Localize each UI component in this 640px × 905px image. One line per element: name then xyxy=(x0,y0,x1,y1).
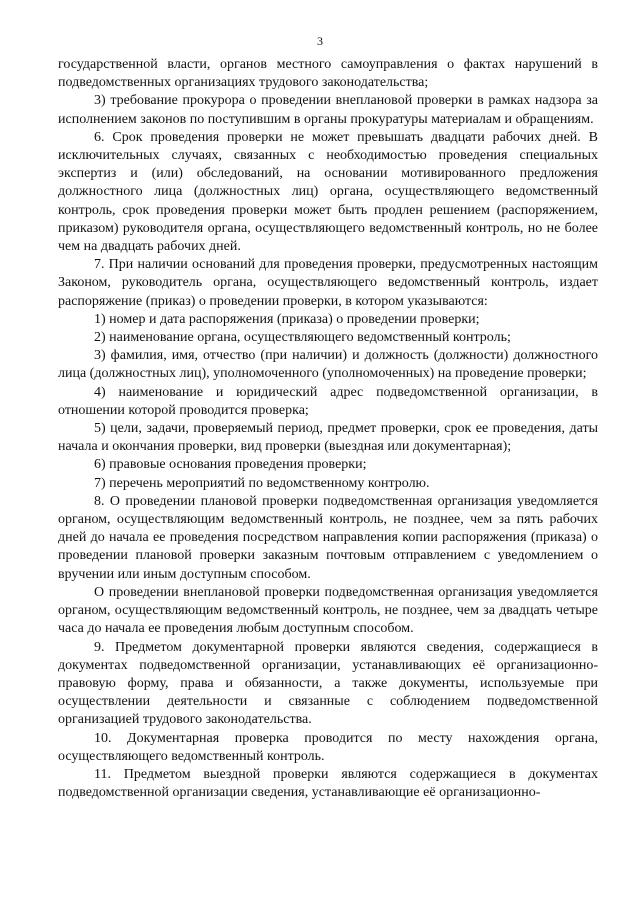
paragraph: О проведении внеплановой проверки подведомственная организация уведомляется органом, осуществляющим ведомственный контроль, не позднее, чем за двадцать четыре часа до начала ее проведения любым доступным способом. xyxy=(58,584,598,637)
list-item: 2) наименование органа, осуществляющего ведомственный контроль; xyxy=(94,330,511,346)
list-item: 4) наименование и юридический адрес подведомственной организации, в отношении которой проводится проверка; xyxy=(58,384,598,418)
page-number: 3 xyxy=(317,34,323,48)
list-item: 6) правовые основания проведения проверки; xyxy=(94,457,367,473)
paragraph: 7. При наличии оснований для проведения проверки, предусмотренных настоящим Законом, руководитель органа, осуществляющего ведомственный контроль, издает распоряжение (приказ) о проведении проверки, в котором указываются: xyxy=(58,257,598,309)
document-body xyxy=(58,56,598,802)
paragraph: 11. Предметом выездной проверки являются содержащиеся в документах подведомственной организации сведения, устанавливающие её организационно- xyxy=(58,766,598,801)
paragraph: 10. Документарная проверка проводится по месту нахождения органа, осуществляющего ведомственный контроль. xyxy=(58,730,598,764)
list-item: 7) перечень мероприятий по ведомственному контролю. xyxy=(94,475,430,491)
paragraph: 9. Предметом документарной проверки являются сведения, содержащиеся в документах подведомственной организации, устанавливающих её организационно-правовую форму, права и обязанности, а также документы, используемые при осуществлении деятельности и связанные с соблюдением подведомственной организацией трудового законодательства. xyxy=(58,639,598,728)
paragraph: 3) требование прокурора о проведении внеплановой проверки в рамках надзора за исполнением законов по поступившим в органы прокуратуры материалам и обращениям. xyxy=(58,93,598,127)
list-item: 1) номер и дата распоряжения (приказа) о проведении проверки; xyxy=(94,311,480,327)
paragraph: 8. О проведении плановой проверки подведомственная организация уведомляется органом, осуществляющим ведомственный контроль, не позднее, чем за пять рабочих дней до начала ее проведения посредством направления копии распоряжения (приказа) о проведении плановой проверки заказным почтовым отправлением с уведомлением о вручении или иным доступным способом. xyxy=(58,493,598,582)
list-item: 3) фамилия, имя, отчество (при наличии) и должность (должности) должностного лица (должностных лиц), уполномоченного (уполномоченных) на проведение проверки; xyxy=(58,348,598,382)
paragraph: 6. Срок проведения проверки не может превышать двадцати рабочих дней. В исключительных случаях, связанных с необходимостью проведения специальных экспертиз и (или) обследований, на основании мотивированного предложения должностного лица (должностных лиц) органа, осуществляющего ведомственный контроль, срок проведения проверки может быть продлен решением (распоряжением, приказом) руководителя органа, осуществляющего ведомственный контроль, но не более чем на двадцать рабочих дней. xyxy=(58,129,598,255)
list-item: 5) цели, задачи, проверяемый период, предмет проверки, срок ее проведения, даты начала и окончания проверки, вид проверки (выездная или документарная); xyxy=(58,421,598,455)
paragraph: государственной власти, органов местного самоуправления о фактах нарушений в подведомственных организациях трудового законодательства; xyxy=(58,57,598,91)
